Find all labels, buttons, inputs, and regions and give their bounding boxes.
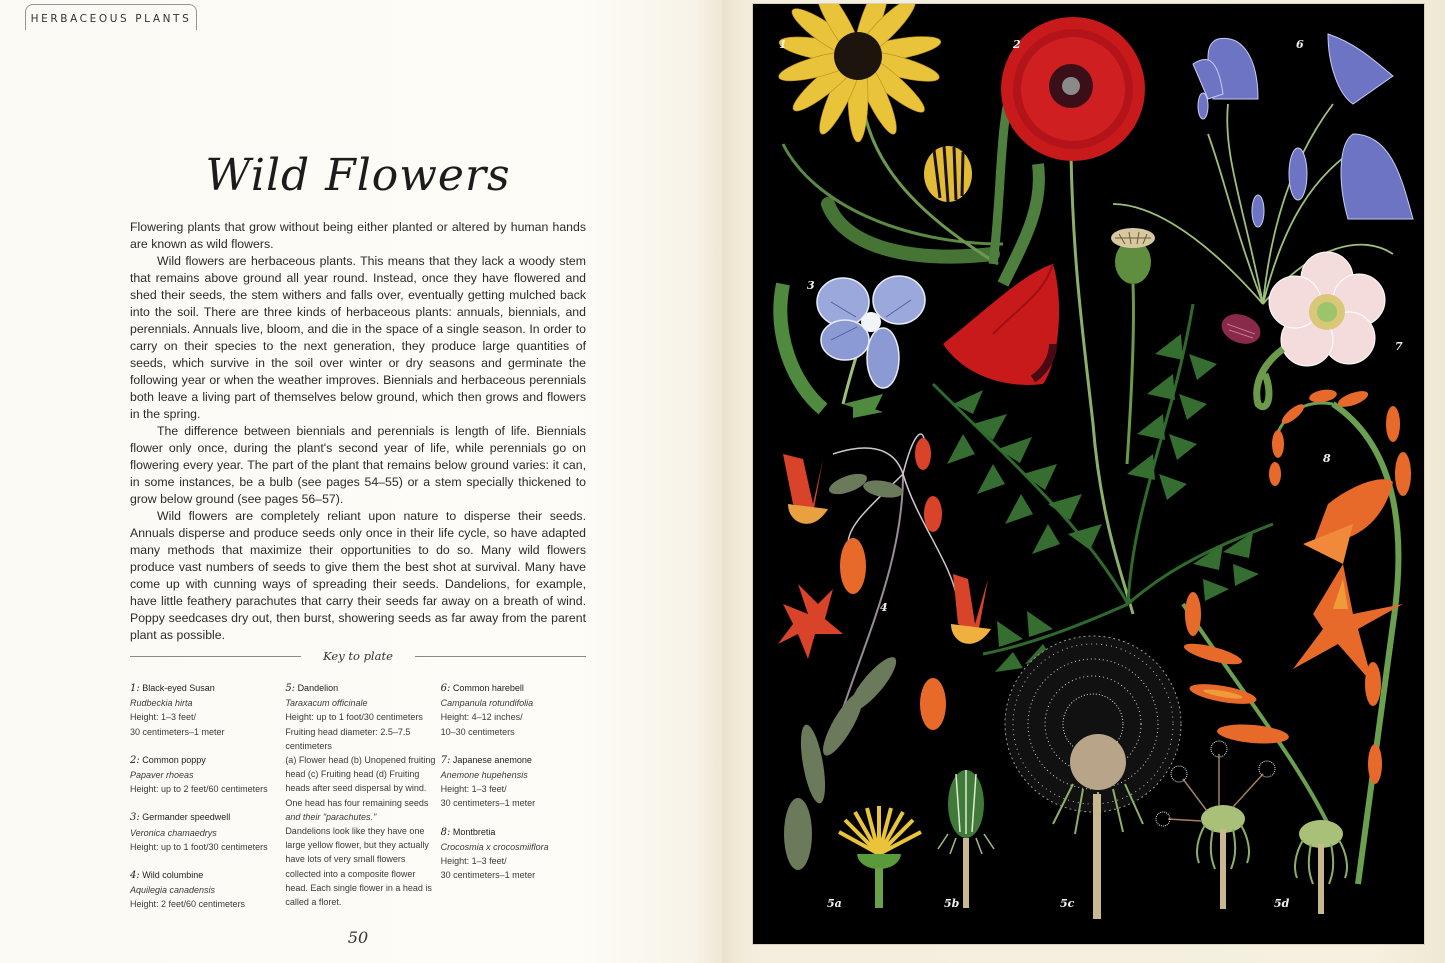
entry-name: Montbretia bbox=[452, 826, 496, 837]
entry-detail: 30 centimeters–1 meter bbox=[440, 870, 536, 881]
entry-detail: Dandelions look like they have one bbox=[285, 826, 425, 837]
entry-number: 8: bbox=[440, 826, 451, 838]
plate-label-4: 4 bbox=[880, 601, 888, 614]
entry-number: 6: bbox=[440, 683, 451, 694]
key-column bbox=[130, 681, 285, 926]
black-eyed-susan-illustration bbox=[776, 4, 1039, 284]
key-to-plate-header bbox=[130, 646, 586, 666]
entry-detail: Height: 2 feet/60 centimeters bbox=[130, 899, 246, 910]
entry-detail: have lots of very small flowers bbox=[285, 854, 406, 865]
plate-label-5a: 5a bbox=[827, 897, 842, 910]
entry-latin-name: Veronica chamaedrys bbox=[130, 827, 217, 838]
entry-detail: (a) Flower head (b) Unopened fruiting bbox=[285, 755, 436, 766]
entry-latin-name: Crocosmia x crocosmiiflora bbox=[440, 841, 549, 852]
germander-speedwell-illustration bbox=[780, 276, 925, 418]
entry-detail: Height: 4–12 inches/ bbox=[440, 712, 523, 723]
entry-detail: Height: 1–3 feet/ bbox=[440, 784, 507, 795]
entry-number: 4: bbox=[130, 870, 140, 882]
entry-latin-name: Anemone hupehensis bbox=[440, 770, 528, 781]
entry-name: Black-eyed Susan bbox=[142, 683, 215, 693]
body-text bbox=[130, 219, 586, 644]
common-harebell-illustration bbox=[1113, 34, 1413, 304]
plate-label-5b: 5b bbox=[944, 897, 960, 910]
entry-detail: Height: up to 2 feet/60 centimeters bbox=[130, 784, 268, 795]
plate-label-3: 3 bbox=[807, 279, 815, 292]
dandelion-illustration bbox=[839, 636, 1347, 919]
entry-latin-name: Campanula rotundifolia bbox=[440, 698, 534, 709]
key-column bbox=[285, 681, 440, 926]
paragraph: Wild flowers are completely reliant upon nature to disperse their seeds. Annuals disperse and produce seeds only once in their life cycle, so have adapted many methods that maximize their opportunities to do so. Many wild flowers produce vast numbers of seeds to give them the best shot at survival. Many have come up with cunning ways of spreading their seeds. Dandelions, for example, have little feathery parachutes that carry their seeds far away on a breath of wind. Poppy seedcases dry out, then burst, showering seeds as far away from the parent plant as possible. bbox=[130, 509, 586, 642]
botanical-plate bbox=[753, 4, 1424, 944]
key-to-plate bbox=[130, 681, 586, 926]
entry-name: Wild columbine bbox=[142, 870, 204, 881]
plate-label-5d: 5d bbox=[1274, 897, 1290, 910]
entry-detail: and their "parachutes." bbox=[285, 811, 377, 822]
entry-number: 3: bbox=[130, 812, 140, 824]
entry-detail: Fruiting head diameter: 2.5–7.5 bbox=[285, 726, 411, 737]
page-number: 50 bbox=[347, 928, 369, 947]
paragraph: Flowering plants that grow without being either planted or altered by human hands are known as wild flowers. bbox=[130, 220, 586, 251]
key-entry-wild-columbine bbox=[130, 868, 285, 912]
divider bbox=[415, 656, 586, 657]
key-entry-dandelion bbox=[285, 681, 440, 909]
key-to-plate-heading: Key to plate bbox=[323, 649, 393, 663]
entry-detail: called a floret. bbox=[285, 897, 342, 908]
plate-label-6: 6 bbox=[1296, 38, 1304, 51]
japanese-anemone-illustration bbox=[1217, 252, 1385, 407]
key-entry-japanese-anemone bbox=[441, 753, 586, 811]
entry-number: 1: bbox=[130, 683, 140, 694]
left-page bbox=[0, 0, 722, 963]
entry-detail: Height: up to 1 foot/30 centimeters bbox=[130, 841, 268, 852]
entry-name: Common poppy bbox=[142, 754, 206, 765]
page-gutter bbox=[722, 0, 754, 963]
key-entry-montbretia bbox=[441, 825, 586, 883]
plate-label-5c: 5c bbox=[1060, 897, 1075, 910]
entry-name: Germander speedwell bbox=[142, 812, 231, 823]
key-column bbox=[441, 681, 586, 926]
page-title: Wild Flowers bbox=[205, 150, 511, 201]
plate-label-1: 1 bbox=[779, 38, 787, 51]
key-entry-germander-speedwell bbox=[130, 810, 285, 854]
entry-detail: One head has four remaining seeds bbox=[285, 797, 429, 808]
entry-latin-name: Rudbeckia hirta bbox=[130, 698, 193, 709]
entry-detail: Height: 1–3 feet/ bbox=[440, 856, 507, 867]
key-entry-black-eyed-susan bbox=[130, 681, 285, 739]
common-poppy-illustration bbox=[933, 17, 1273, 672]
key-entry-common-poppy bbox=[130, 753, 285, 797]
entry-name: Common harebell bbox=[452, 683, 524, 693]
section-tab: HERBACEOUS PLANTS bbox=[25, 4, 197, 30]
entry-detail: heads after seed dispersal by wind. bbox=[285, 783, 427, 794]
plate-label-2: 2 bbox=[1013, 38, 1021, 51]
entry-detail: centimeters bbox=[285, 740, 332, 751]
entry-detail: head. Each single flower in a head is bbox=[285, 882, 432, 893]
entry-detail: Height: up to 1 foot/30 centimeters bbox=[285, 712, 423, 723]
entry-detail: 30 centimeters–1 meter bbox=[130, 726, 225, 737]
plate-label-8: 8 bbox=[1323, 452, 1331, 465]
paragraph: Wild flowers are herbaceous plants. This means that they lack a woody stem that remains above ground all year round. Instead, once they have flowered and shed their seeds, the stem withers and falls over, eventually getting mulched back into the soil. There are three kinds of herbaceous plants: annuals, biennials, and perennials. Annuals live, bloom, and die in the space of a single season. In order to carry on their species to the next generation, they produce large quantities of seeds, which survive in the soil over winter or dry seasons and germinate the following year or when the weather improves. Biennials and herbaceous perennials both leave a living part of themselves below ground, which then grows and flowers in the spring. bbox=[130, 254, 586, 421]
entry-detail: 10–30 centimeters bbox=[440, 726, 515, 737]
entry-number: 7: bbox=[440, 754, 451, 766]
entry-number: 2: bbox=[130, 754, 140, 766]
entry-detail: head (c) Fruiting head (d) Fruiting bbox=[285, 769, 420, 780]
plate-label-7: 7 bbox=[1395, 340, 1403, 353]
entry-name: Japanese anemone bbox=[452, 754, 532, 765]
entry-name: Dandelion bbox=[297, 683, 339, 693]
botanical-illustration bbox=[753, 4, 1424, 944]
entry-number: 5: bbox=[285, 683, 296, 694]
entry-latin-name: Taraxacum officinale bbox=[285, 698, 368, 709]
entry-detail: large yellow flower, but they actually bbox=[285, 840, 429, 851]
entry-detail: collected into a composite flower bbox=[285, 868, 416, 879]
entry-latin-name: Aquilegia canadensis bbox=[130, 885, 216, 896]
paragraph: The difference between biennials and perennials is length of life. Biennials flower only once, during the plant's second year of life, while perennials go on flowering every year. The part of the plant that remains below ground varies: it can, in some instances, be a bulb (see pages 54–55) or a stem specially thickened to grow below ground (see pages 56–57). bbox=[130, 424, 586, 506]
key-entry-common-harebell bbox=[441, 681, 586, 739]
divider bbox=[130, 656, 301, 657]
entry-detail: 30 centimeters–1 meter bbox=[440, 798, 536, 809]
entry-detail: Height: 1–3 feet/ bbox=[130, 712, 197, 723]
entry-latin-name: Papaver rhoeas bbox=[130, 770, 194, 781]
